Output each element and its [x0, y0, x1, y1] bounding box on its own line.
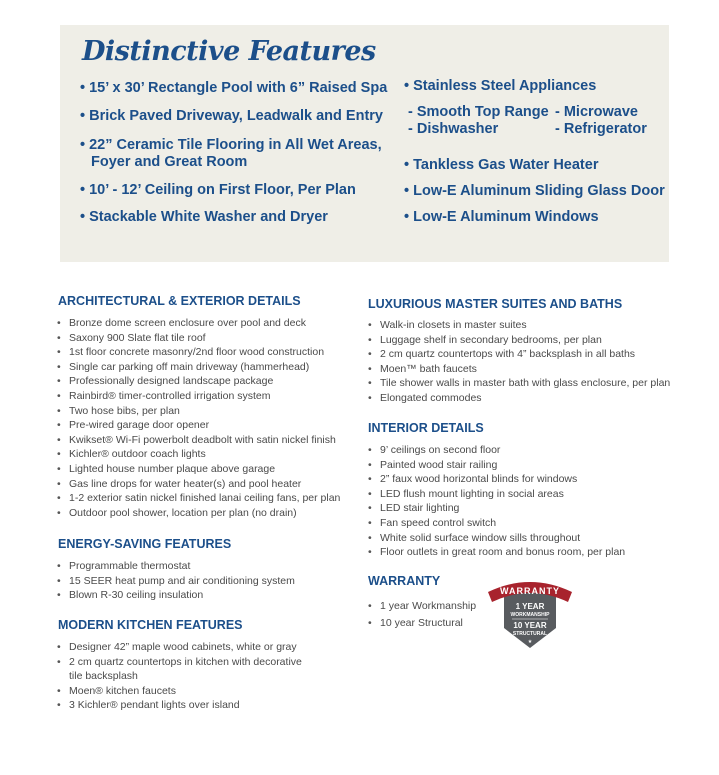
master-list — [368, 318, 670, 406]
list-item: • Two hose bibs, per plan — [57, 404, 340, 419]
feature-water-heater: • Tankless Gas Water Heater — [404, 157, 599, 173]
list-item: • Rainbird® timer-controlled irrigation system — [57, 389, 340, 404]
list-item: • Designer 42” maple wood cabinets, white or gray — [57, 640, 302, 655]
list-item: • Walk-in closets in master suites — [368, 318, 670, 333]
list-item: • Programmable thermostat — [57, 559, 295, 574]
feature-washer: • Stackable White Washer and Dryer — [80, 209, 328, 225]
list-item: • Professionally designed landscape package — [57, 374, 340, 389]
list-item: • Saxony 900 Slate flat tile roof — [57, 331, 340, 346]
warranty-list — [368, 598, 476, 631]
list-item: • 15 SEER heat pump and air conditioning system — [57, 574, 295, 589]
list-item-continuation: tile backsplash — [69, 670, 138, 683]
energy-list — [57, 559, 295, 603]
energy-title: ENERGY-SAVING FEATURES — [58, 537, 232, 551]
list-item: • LED stair lighting — [368, 501, 625, 516]
architectural-list — [57, 316, 340, 520]
list-item: • White solid surface window sills throughout — [368, 531, 625, 546]
interior-list — [368, 443, 625, 560]
badge-star-icon: ★ — [527, 639, 533, 645]
master-title: LUXURIOUS MASTER SUITES AND BATHS — [368, 297, 623, 311]
feature-appliances: • Stainless Steel Appliances — [404, 78, 597, 94]
list-item: • Moen® kitchen faucets — [57, 684, 302, 699]
architectural-title: ARCHITECTURAL & EXTERIOR DETAILS — [58, 294, 301, 308]
badge-banner-text: WARRANTY — [500, 586, 560, 596]
list-item — [57, 655, 302, 684]
list-item: • Kwikset® Wi-Fi powerbolt deadbolt with satin nickel finish — [57, 433, 340, 448]
list-item: • Tile shower walls in master bath with glass enclosure, per plan — [368, 376, 670, 391]
feature-pool: • 15’ x 30’ Rectangle Pool with 6” Raised Spa — [80, 80, 388, 96]
list-item: • Fan speed control switch — [368, 516, 625, 531]
list-item: • Floor outlets in great room and bonus room, per plan — [368, 545, 625, 560]
list-item: • 1 year Workmanship — [368, 598, 476, 615]
badge-line2: WORKMANSHIP — [510, 612, 550, 618]
list-item: • LED flush mount lighting in social areas — [368, 487, 625, 502]
list-item: • Outdoor pool shower, location per plan (no drain) — [57, 506, 340, 521]
feature-tile-cont: Foyer and Great Room — [91, 154, 248, 170]
features-title: Distinctive Features — [82, 36, 376, 67]
list-item: • 10 year Structural — [368, 615, 476, 632]
feature-ceiling: • 10’ - 12’ Ceiling on First Floor, Per Plan — [80, 182, 356, 198]
list-item: • Bronze dome screen enclosure over pool and deck — [57, 316, 340, 331]
list-item: • Single car parking off main driveway (hammerhead) — [57, 360, 340, 375]
appliance-refrigerator: - Refrigerator — [555, 121, 647, 137]
list-item: • 2 cm quartz countertops with 4” backsplash in all baths — [368, 347, 670, 362]
list-item: • Blown R-30 ceiling insulation — [57, 588, 295, 603]
appliance-range: - Smooth Top Range — [408, 104, 549, 120]
feature-tile: • 22” Ceramic Tile Flooring in All Wet Areas, — [80, 137, 382, 153]
feature-sliding-door: • Low-E Aluminum Sliding Glass Door — [404, 183, 665, 199]
kitchen-title: MODERN KITCHEN FEATURES — [58, 618, 243, 632]
kitchen-list — [57, 640, 302, 713]
list-item-text: 2 cm quartz countertops in kitchen with decorative — [69, 655, 302, 668]
list-item: • Kichler® outdoor coach lights — [57, 447, 340, 462]
list-item: • 1st floor concrete masonry/2nd floor wood construction — [57, 345, 340, 360]
badge-line4: STRUCTURAL — [512, 631, 548, 637]
list-item: • 1-2 exterior satin nickel finished lanai ceiling fans, per plan — [57, 491, 340, 506]
badge-line3: 10 YEAR — [513, 621, 547, 630]
appliance-microwave: - Microwave — [555, 104, 638, 120]
list-item: • Lighted house number plaque above garage — [57, 462, 340, 477]
list-item: • Painted wood stair railing — [368, 458, 625, 473]
list-item: • 9’ ceilings on second floor — [368, 443, 625, 458]
list-item: • Gas line drops for water heater(s) and pool heater — [57, 477, 340, 492]
feature-driveway: • Brick Paved Driveway, Leadwalk and Entry — [80, 108, 383, 124]
list-item: • Moen™ bath faucets — [368, 362, 670, 377]
list-item: • Pre-wired garage door opener — [57, 418, 340, 433]
feature-windows: • Low-E Aluminum Windows — [404, 209, 599, 225]
list-item: • 3 Kichler® pendant lights over island — [57, 698, 302, 713]
interior-title: INTERIOR DETAILS — [368, 421, 484, 435]
warranty-badge — [488, 578, 572, 650]
list-item: • Luggage shelf in secondary bedrooms, per plan — [368, 333, 670, 348]
list-item: • Elongated commodes — [368, 391, 670, 406]
list-item: • 2” faux wood horizontal blinds for windows — [368, 472, 625, 487]
appliance-dishwasher: - Dishwasher — [408, 121, 499, 137]
badge-line1: 1 YEAR — [515, 602, 545, 611]
warranty-title: WARRANTY — [368, 574, 441, 588]
